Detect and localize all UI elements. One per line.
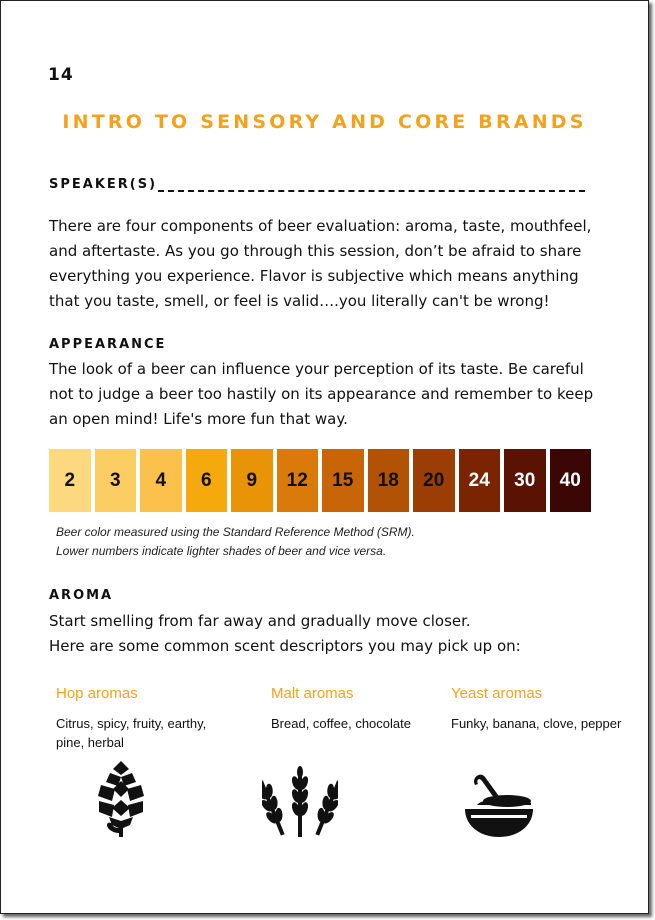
srm-swatch-9: 9 <box>231 449 273 512</box>
srm-swatch-12: 12 <box>277 449 319 512</box>
srm-swatch-3: 3 <box>95 449 137 512</box>
aroma-paragraph <box>49 609 609 659</box>
appearance-paragraph: The look of a beer can influence your perception of its taste. Be careful not to judge a beer too hastily on its appearance and remember to keep an open mind! Life's more fun that way. <box>49 360 594 428</box>
srm-swatch-2: 2 <box>49 449 91 512</box>
srm-color-scale <box>49 449 591 512</box>
srm-swatch-20: 20 <box>413 449 455 512</box>
page-title: INTRO TO SENSORY AND CORE BRANDS <box>62 111 587 133</box>
hop-aromas-column <box>56 685 231 752</box>
aroma-heading: AROMA <box>49 588 114 603</box>
malt-aromas-column <box>271 685 446 733</box>
srm-swatch-40: 40 <box>550 449 592 512</box>
srm-swatch-30: 30 <box>504 449 546 512</box>
yeast-bowl-icon <box>461 771 537 839</box>
srm-caption <box>56 523 415 561</box>
srm-swatch-4: 4 <box>140 449 182 512</box>
intro-paragraph: There are four components of beer evaluation: aroma, taste, mouthfeel, and aftertaste. As you go through this session, don’t be afraid to share everything you experience. Flavor is subjective which means anything that you taste, smell, or feel is valid….you literally can't be wrong! <box>49 217 592 310</box>
malt-aromas-title: Malt aromas <box>271 685 354 702</box>
srm-caption-line-2: Lower numbers indicate lighter shades of beer and vice versa. <box>56 544 387 558</box>
hop-aromas-desc: Citrus, spicy, fruity, earthy, pine, herbal <box>56 716 207 750</box>
aroma-text-line-1: Start smelling from far away and gradually move closer. <box>49 612 471 630</box>
wheat-icon <box>262 763 338 839</box>
srm-swatch-24: 24 <box>459 449 501 512</box>
srm-caption-line-1: Beer color measured using the Standard Reference Method (SRM). <box>56 525 415 539</box>
srm-swatch-18: 18 <box>368 449 410 512</box>
speaker-fill-line <box>158 190 585 192</box>
srm-swatch-15: 15 <box>322 449 364 512</box>
appearance-heading: APPEARANCE <box>49 337 167 352</box>
srm-swatch-6: 6 <box>186 449 228 512</box>
hop-icon <box>93 759 149 839</box>
yeast-aromas-column <box>451 685 626 733</box>
hop-aromas-title: Hop aromas <box>56 685 138 702</box>
yeast-aromas-desc: Funky, banana, clove, pepper <box>451 716 622 731</box>
speaker-label: SPEAKER(S) <box>49 177 158 192</box>
page-number: 14 <box>48 65 74 85</box>
yeast-aromas-title: Yeast aromas <box>451 685 543 702</box>
aroma-text-line-2: Here are some common scent descriptors you may pick up on: <box>49 637 521 655</box>
malt-aromas-desc: Bread, coffee, chocolate <box>271 716 411 731</box>
